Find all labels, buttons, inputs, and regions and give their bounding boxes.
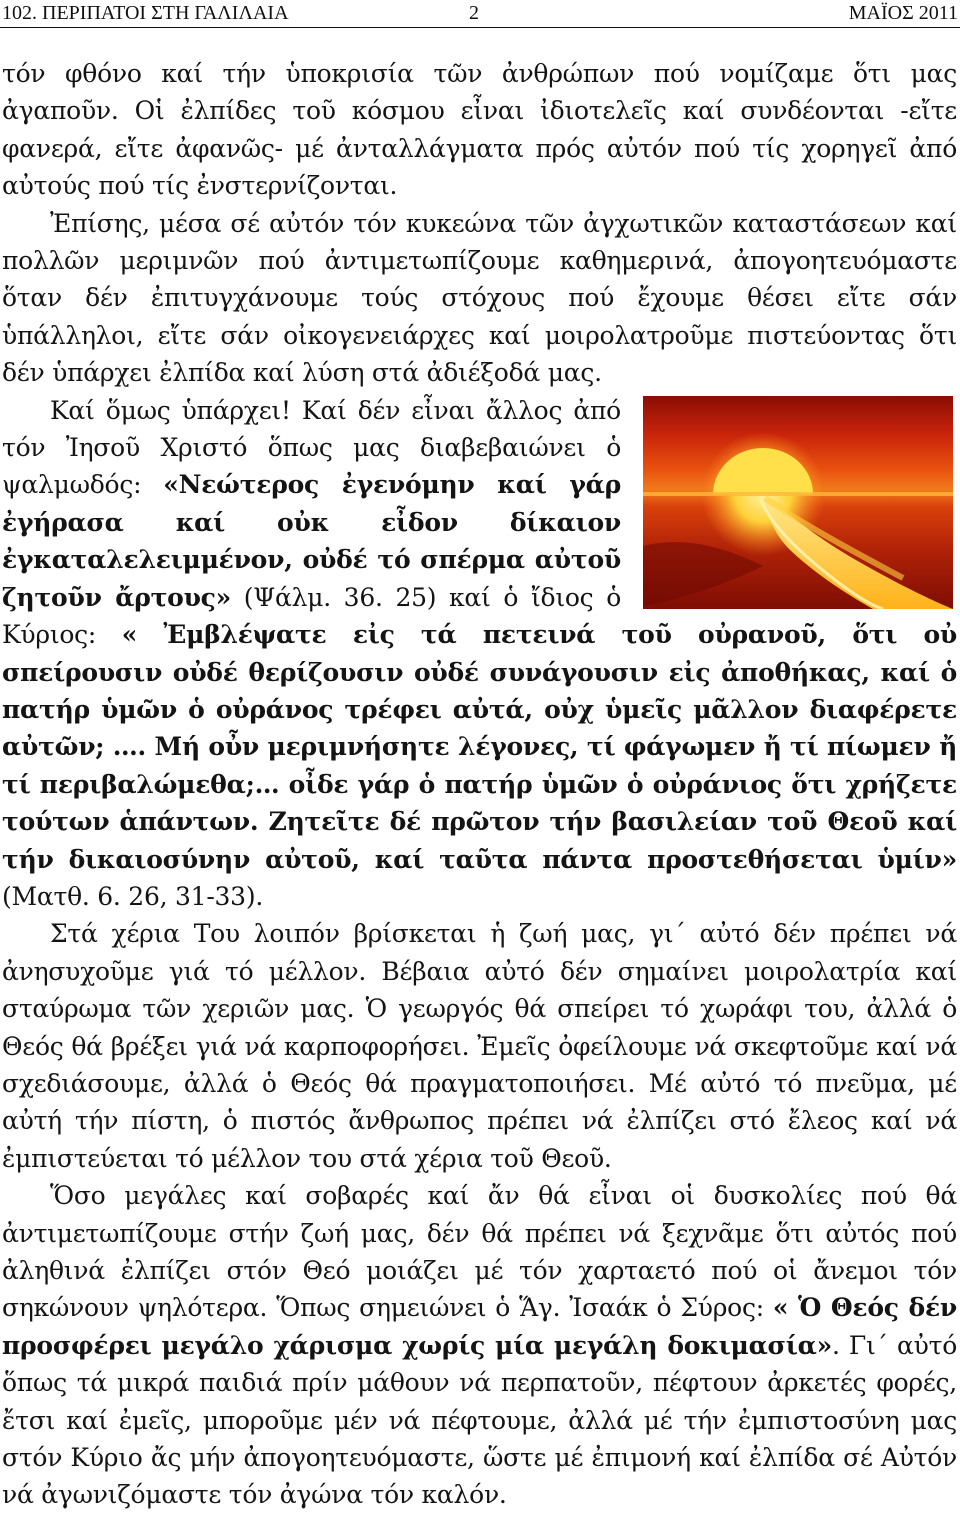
page-header bbox=[0, 0, 960, 30]
paragraph-2-text: Ἐπίσης, μέσα σέ αὐτόν τόν κυκεώνα τῶν ἀγχωτικῶν καταστάσεων καί πολλῶν μεριμνῶν πού ἀντιμετωπίζουμε καθημερινά, ἀπογοητευόμαστε ὅταν δέν ἐπιτυγχάνουμε τούς στόχους πού ἔχουμε θέσει εἴτε σάν ὑπάλληλοι, εἴτε σάν οἰκογενειάρχες καί μοιρολατροῦμε πιστεύοντας ὅτι δέν ὑπάρχει ἐλπίδα καί λύση στά ἀδιέξοδά μας. bbox=[2, 208, 957, 388]
paragraph-5-tail: . Γι΄ αὐτό ὅπως τά μικρά παιδιά πρίν μάθουν νά περπατοῦν, πέφτουν ἀρκετές φορές, ἔτσι καί ἐμεῖς, μποροῦμε μέν νά πέφτουμε, ἀλλά μέ τήν ἐμπιστοσύνη μας στόν Κύριο ἄς μήν ἀπογοητευόμαστε, ὥστε μέ ἐπιμονή καί ἐλπίδα σέ Αὐτόν νά ἀγωνιζόμαστε τόν ἀγώνα τόν καλόν. bbox=[2, 1330, 957, 1510]
header-rule bbox=[0, 27, 960, 28]
psalm-reference: (Ψάλμ. 36. 25) καί ὁ ἴδιος ὁ Κύριος: bbox=[2, 582, 621, 650]
sunset-road-photo bbox=[643, 396, 953, 609]
page-number: 2 bbox=[469, 2, 479, 24]
gospel-reference: (Ματθ. 6. 26, 31-33). bbox=[2, 881, 264, 911]
paragraph-3-lead: Καί ὅμως ὑπάρχει! Καί δέν εἶναι ἄλλος ἀπό τόν Ἰησοῦ Χριστό ὅπως μας διαβεβαιώνει ὁ ψαλμωδός: bbox=[2, 395, 621, 500]
paragraph-5-lead: Ὅσο μεγάλες καί σοβαρές καί ἄν θά εἶναι οἱ δυσκολίες πού θά ἀντιμετωπίζουμε στήν ζωή μας, δέν θά πρέπει νά ξεχνᾶμε ὅτι αὐτός πού ἀληθινά ἐλπίζει στόν Θεό μοιάζει μέ τόν χαρταετό πού οἱ ἄνεμοι τόν σηκώνουν ψηλότερα. Ὅπως σημειώνει ὁ Ἅγ. Ἰσαάκ ὁ Σύρος: bbox=[2, 1181, 957, 1323]
issue-date: ΜΑΪΟΣ 2011 bbox=[848, 2, 958, 24]
sunset-road-illustration bbox=[643, 396, 953, 609]
paragraph-2 bbox=[2, 205, 957, 392]
psalm-quote: «Νεώτερος ἐγενόμην καί γάρ ἐγήρασα καί οὐκ εἶδον δίκαιον ἐγκαταλελειμμένον, οὐδέ τό σπέρμα αὐτοῦ ζητοῦν ἄρτους» bbox=[2, 470, 621, 612]
paragraph-4: Στά χέρια Του λοιπόν βρίσκεται ἡ ζωή μας, γι΄ αὐτό δέν πρέπει νά ἀνησυχοῦμε γιά τό μέλλον. Βέβαια αὐτό δέν σημαίνει μοιρολατρία καί σταύρωμα τῶν χεριῶν μας. Ὁ γεωργός θά σπείρει τό χωράφι του, ἀλλά ὁ Θεός θά βρέξει γιά νά καρποφορήσει. Ἐμεῖς ὀφείλουμε νά σκεφτοῦμε καί νά σχεδιάσουμε, ἀλλά ὁ Θεός θά πραγματοποιήσει. Μέ αὐτό τό πνεῦμα, μέ αὐτή τήν πίστη, ὁ πιστός ἄνθρωπος πρέπει νά ἐλπίζει στό ἔλεος καί νά ἐμπιστεύεται τό μέλλον του στά χέρια τοῦ Θεοῦ. bbox=[2, 919, 957, 1173]
article-body bbox=[2, 55, 957, 1514]
publication-title: 102. ΠΕΡΙΠΑΤΟΙ ΣΤΗ ΓΑΛΙΛΑΙΑ bbox=[2, 2, 289, 24]
isaac-quote: « Ὁ Θεός δέν προσφέρει μεγάλο χάρισμα χωρίς μία μεγάλη δοκιμασία» bbox=[2, 1293, 957, 1360]
paragraph-5 bbox=[2, 1177, 957, 1514]
gospel-quote: « Ἐμβλέψατε εἰς τά πετεινά τοῦ οὐρανοῦ, ὅτι οὐ σπείρουσιν οὐδέ θερίζουσιν οὐδέ συνάγουσιν εἰς ἀποθήκας, καί ὁ πατήρ ὑμῶν ὁ οὐράνος τρέφει αὐτά, οὐχ ὑμεῖς μᾶλλον διαφέρετε αὐτῶν; …. Μή οὖν μεριμνήσητε λέγονες, τί φάγωμεν ἤ τί πίωμεν ἤ τί περιβαλώμεθα;… οἶδε γάρ ὁ πατήρ ὑμῶν ὁ οὐράνιος ὅτι χρήζετε τούτων ἁπάντων. Ζητεῖτε δέ πρῶτον τήν βασιλείαν τοῦ Θεοῦ καί τήν δικαιοσύνην αὐτοῦ, καί ταῦτα πάντα προστεθήσεται ὑμίν» bbox=[2, 620, 958, 874]
paragraph-1: τόν φθόνο καί τήν ὑποκρισία τῶν ἀνθρώπων πού νομίζαμε ὅτι μας ἀγαποῦν. Οἱ ἐλπίδες τοῦ κόσμου εἶναι ἰδιοτελεῖς καί συνδέονται -εἴτε φανερά, εἴτε ἀφανῶς- μέ ἀνταλλάγματα πρός αὐτόν πού τίς χορηγεῖ ἀπό αὐτούς πού τίς ἐνστερνίζονται. bbox=[2, 59, 957, 201]
